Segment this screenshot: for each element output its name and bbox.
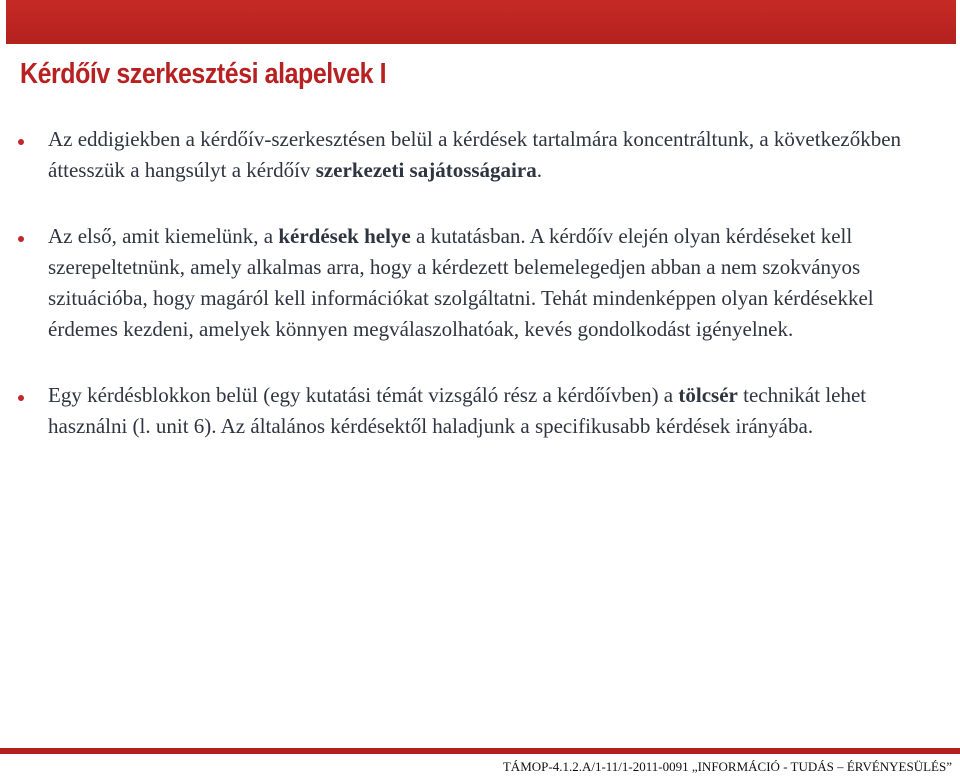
bullet-item-1 [18,124,948,186]
bullet-item-3 [18,380,948,442]
bullet-list [18,124,948,442]
bullet-dot-icon [18,395,24,401]
bullet-item-2 [18,221,948,345]
bullet-text-plain: Egy kérdésblokkon belül (egy kutatási témát vizsgáló rész a kérdőívben) a [48,383,679,407]
bullet-text-emphasis: kérdések helye [278,224,411,248]
bullet-text [48,380,948,442]
bullet-text [48,221,948,345]
footer-project-code: TÁMOP-4.1.2.A/1-11/1-2011-0091 „INFORMÁCIÓ - TUDÁS – ÉRVÉNYESÜLÉS” [502,759,952,774]
top-accent-bar [6,0,956,44]
bullet-text-emphasis: tölcsér [678,383,738,407]
bullet-dot-icon [18,236,24,242]
bullet-text-plain: a kutatásban. A kérdőív elején olyan kérdéseket kell szerepeltetnünk, amely alkalmas arra, hogy a kérdezett belemelegedjen abban a nem szokványos szituációba, hogy magáról kell információkat szolgáltatni. Tehát mindenképpen olyan kérdésekkel érdemes kezdeni, amelyek könnyen megválaszolhatóak, kevés gondolkodást igényelnek. [48,224,874,341]
bullet-text-plain: Az első, amit kiemelünk, a [48,224,279,248]
bottom-accent-bar [0,748,960,754]
bullet-text-plain: Az eddigiekben a kérdőív-szerkesztésen belül a kérdések tartalmára koncentráltunk, a következőkben áttesszük a hangsúlyt a kérdőív [48,127,902,182]
bullet-text-plain: . [536,158,542,182]
slide-title: Kérdőív szerkesztési alapelvek I [20,58,387,90]
bullet-dot-icon [18,139,24,145]
bullet-text-plain: technikát lehet használni (l. unit 6). Az általános kérdésektől haladjunk a specifikusabb kérdések irányába. [48,383,867,438]
bullet-text-emphasis: szerkezeti sajátosságaira [315,158,537,182]
bullet-text [48,124,948,186]
